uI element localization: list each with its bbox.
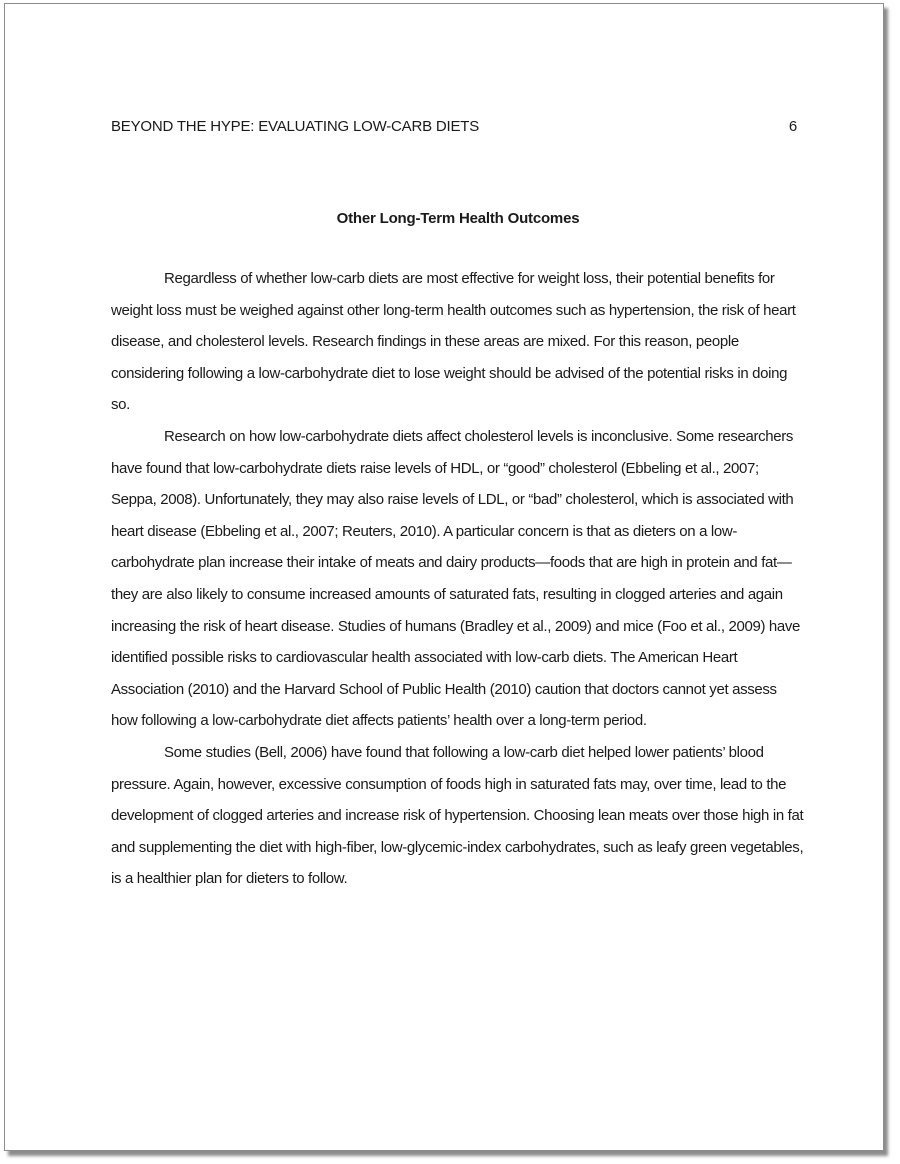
body-text bbox=[111, 263, 805, 895]
paragraph-1: Regardless of whether low-carb diets are most effective for weight loss, their potential benefits for weight loss must be weighed against other long-term health outcomes such as hypertension, the risk of heart disease, and cholesterol levels. Research findings in these areas are mixed. For this reason, people considering following a low-carbohydrate diet to lose weight should be advised of the potential risks in doing so. bbox=[111, 270, 796, 414]
paragraph-3: Some studies (Bell, 2006) have found that following a low-carb diet helped lower patients’ blood pressure. Again, however, excessive consumption of foods high in saturated fats may, over time, lead to the development of clogged arteries and increase risk of hypertension. Choosing lean meats over those high in fat and supplementing the diet with high-fiber, low-glycemic-index carbohydrates, such as leafy green vegetables, is a healthier plan for dieters to follow. bbox=[111, 743, 804, 888]
paragraph-2: Research on how low-carbohydrate diets affect cholesterol levels is inconclusive. Some researchers have found that low-carbohydrate diets raise levels of HDL, or “good” cholesterol (Ebbeling et al., 2007; Seppa, 2008). Unfortunately, they may also raise levels of LDL, or “bad” cholesterol, which is associated with heart disease (Ebbeling et al., 2007; Reuters, 2010). A particular concern is that as dieters on a low-carbohydrate plan increase their intake of meats and dairy products—foods that are high in protein and fat—they are also likely to consume increased amounts of saturated fats, resulting in clogged arteries and again increasing the risk of heart disease. Studies of humans (Bradley et al., 2009) and mice (Foo et al., 2009) have identified possible risks to cardiovascular health associated with low-carb diets. The American Heart Association (2010) and the Harvard School of Public Health (2010) caution that doctors cannot yet assess how following a low-carbohydrate diet affects patients’ health over a long-term period. bbox=[111, 427, 801, 730]
document-page bbox=[4, 3, 884, 1151]
page-number: 6 bbox=[788, 118, 797, 135]
running-head-title: BEYOND THE HYPE: EVALUATING LOW-CARB DIETS bbox=[111, 118, 480, 135]
section-heading: Other Long-Term Health Outcomes bbox=[336, 210, 580, 227]
